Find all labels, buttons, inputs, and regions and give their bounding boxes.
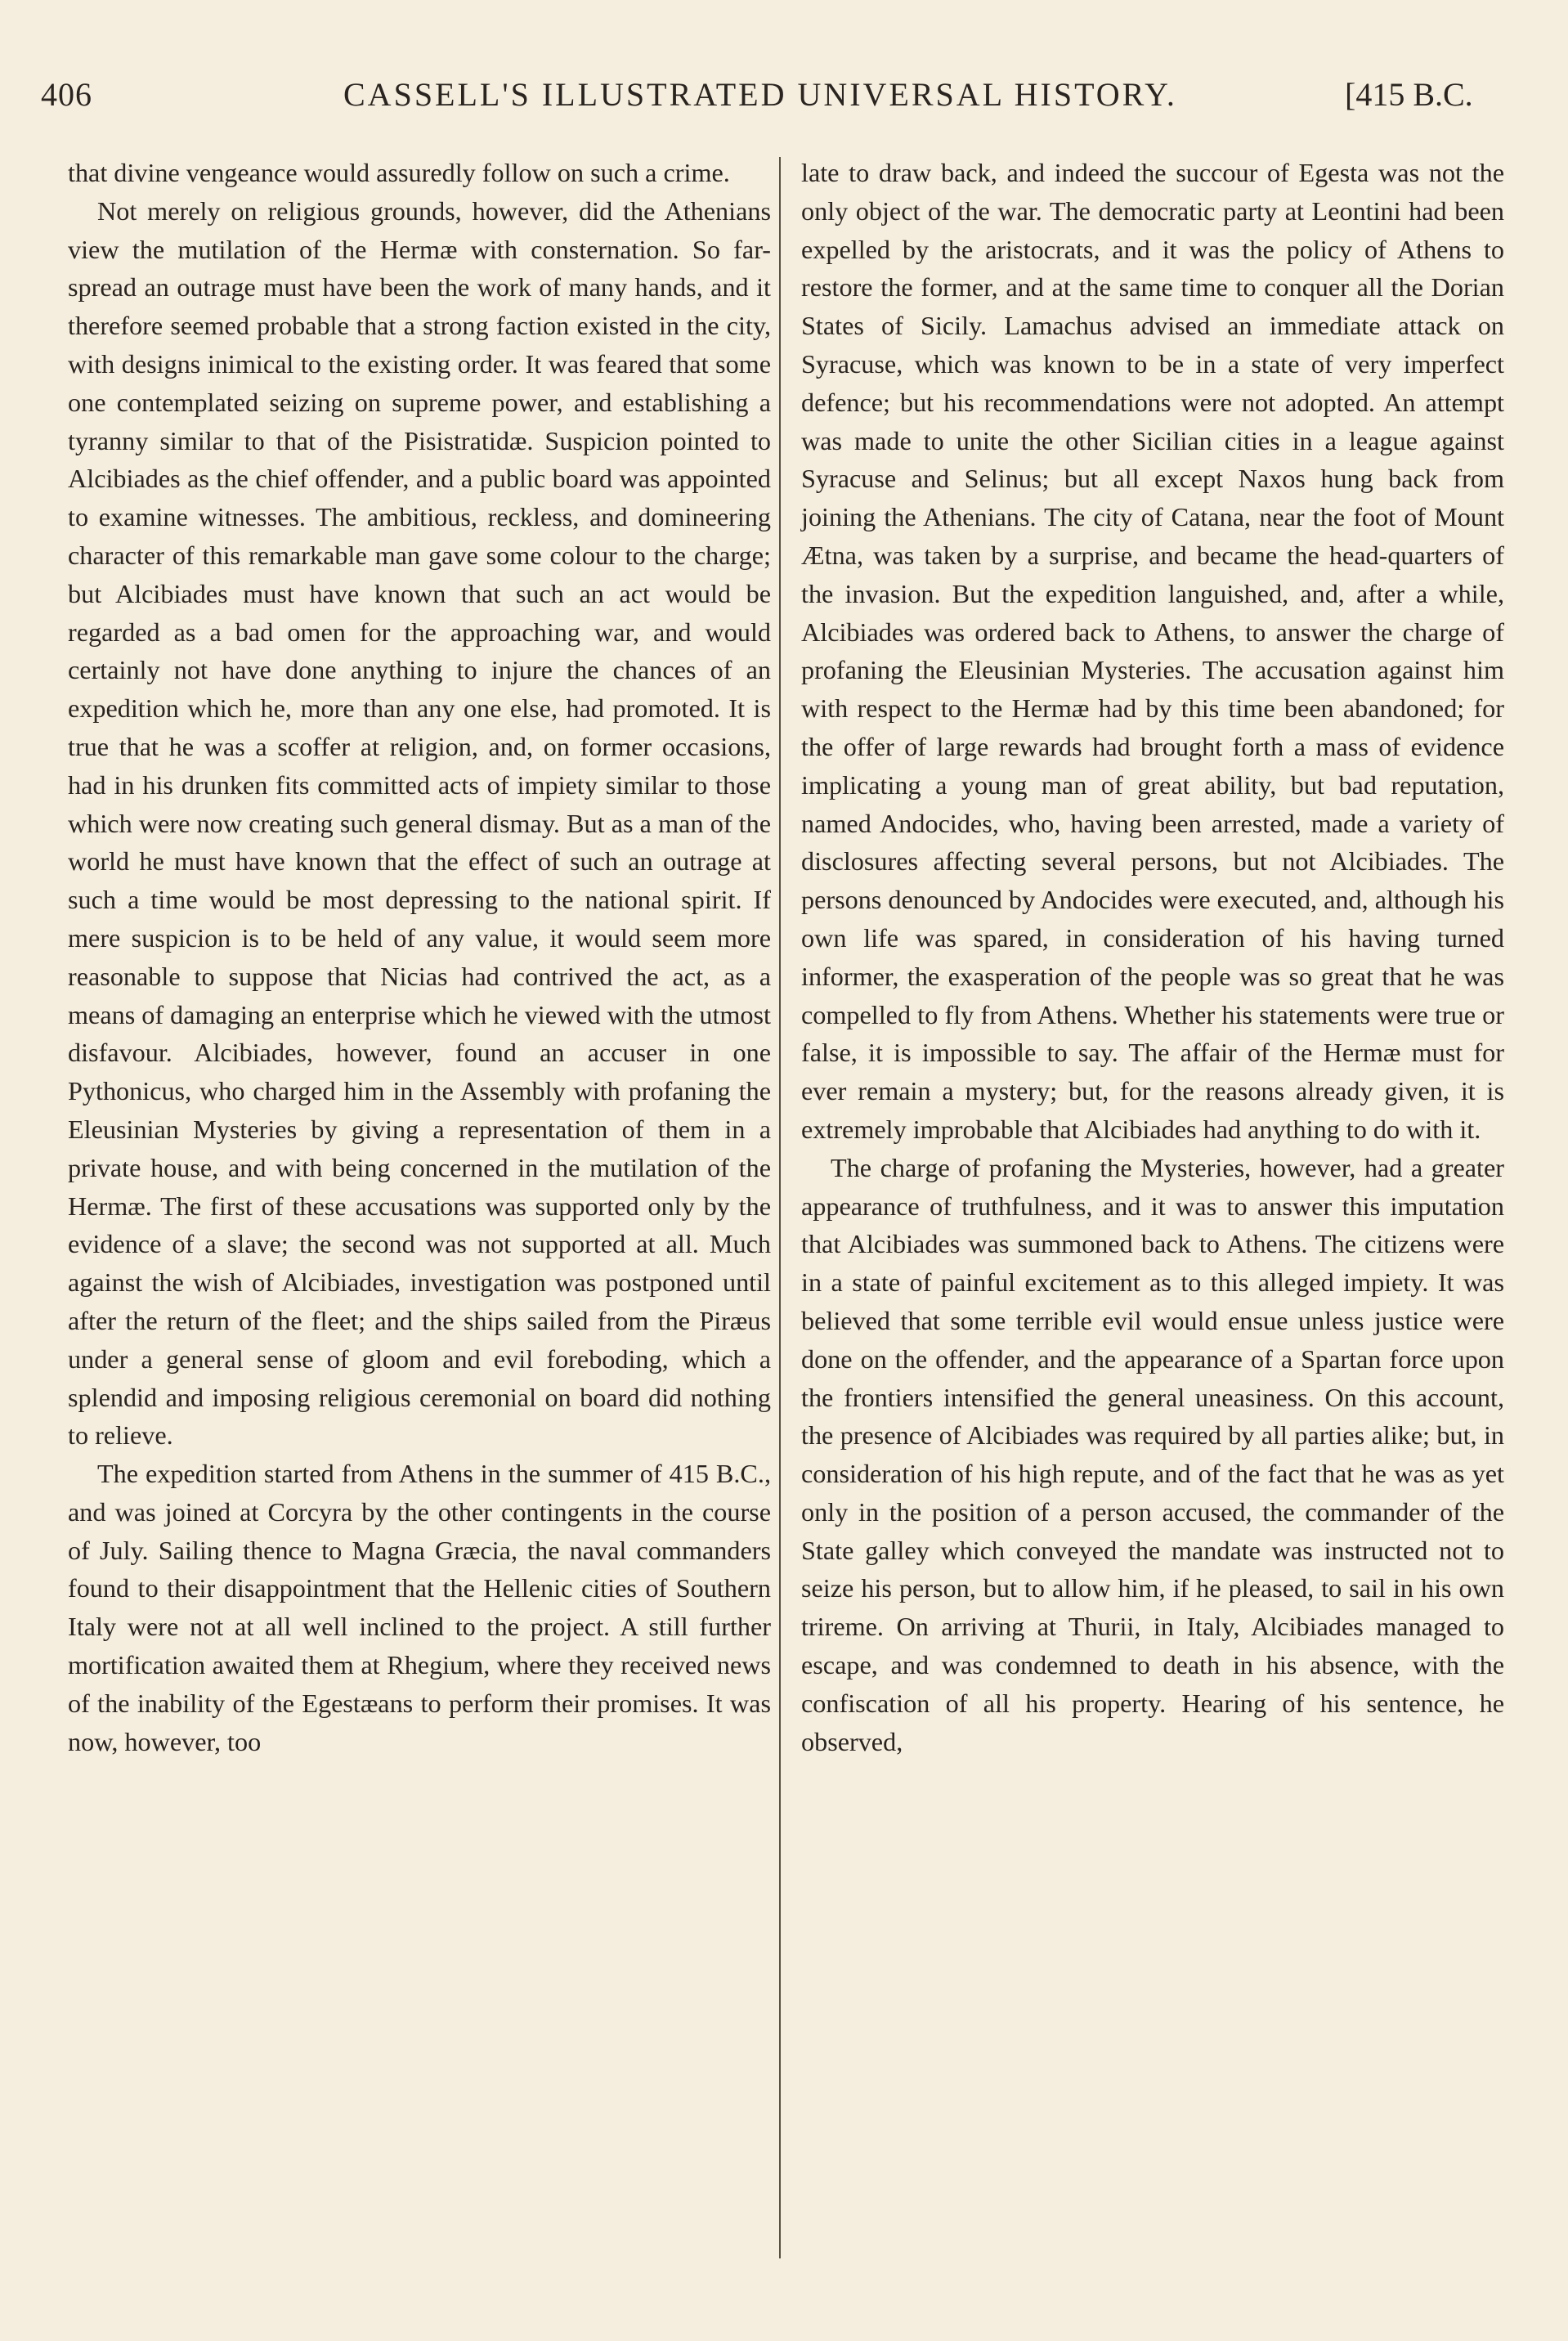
running-title: CASSELL'S ILLUSTRATED UNIVERSAL HISTORY. [343, 76, 1177, 113]
paragraph: late to draw back, and indeed the succour of Egesta was not the only object of the war. The democratic party at Leontini had been expelled by the aristocrats, and it was the policy of Athens to restore the former, and at the same time to conquer all the Dorian States of Sicily. Lamachus advised an immediate attack on Syracuse, which was known to be in a state of very imperfect defence; but his recommendations were not adopted. An attempt was made to unite the other Sicilian cities in a league against Syracuse and Selinus; but all except Naxos hung back from joining the Athenians. The city of Catana, near the foot of Mount Ætna, was taken by a surprise, and became the head-quarters of the invasion. But the expedition languished, and, after a while, Alcibiades was ordered back to Athens, to answer the charge of profaning the Eleusinian Mysteries. The accusation against him with respect to the Hermæ had by this time been abandoned; for the offer of large rewards had brought forth a mass of evidence implicating a young man of great ability, but bad reputation, named Andocides, who, having been arrested, made a variety of disclosures affecting several persons, but not Alcibiades. The persons denounced by Andocides were executed, and, although his own life was spared, in consideration of his having turned informer, the exasperation of the people was so great that he was compelled to fly from Athens. Whether his statements were true or false, it is impossible to say. The affair of the Hermæ must for ever remain a mystery; but, for the reasons already given, it is extremely improbable that Alcibiades had anything to do with it. [801, 158, 1504, 1144]
paragraph: that divine vengeance would assuredly follow on such a crime. [68, 158, 730, 187]
paragraph: Not merely on religious grounds, however, did the Athenians view the mutilation of the Hermæ with consternation. So far-spread an outrage must have been the work of many hands, and it therefore seemed probable that a strong faction existed in the city, with designs inimical to the existing order. It was feared that some one contemplated seizing on supreme power, and establishing a tyranny similar to that of the Pisistratidæ. Suspicion pointed to Alcibiades as the chief offender, and a public board was appointed to examine witnesses. The ambitious, reckless, and domineering character of this remarkable man gave some colour to the charge; but Alcibiades must have known that such an act would be regarded as a bad omen for the approaching war, and would certainly not have done anything to injure the chances of an expedition which he, more than any one else, had promoted. It is true that he was a scoffer at religion, and, on former occasions, had in his drunken fits committed acts of impiety similar to those which were now creating such general dismay. But as a man of the world he must have known that the effect of such an outrage at such a time would be most depressing to the national spirit. If mere suspicion is to be held of any value, it would seem more reasonable to suppose that Nicias had contrived the act, as a means of damaging an enterprise which he viewed with the utmost disfavour. Alcibiades, however, found an accuser in one Pythonicus, who charged him in the Assembly with profaning the Eleusinian Mysteries by giving a representation of them in a private house, and with being concerned in the mutilation of the Hermæ. The first of these accusations was supported only by the evidence of a slave; the second was not supported at all. Much against the wish of Alcibiades, investigation was postponed until after the return of the fleet; and the ships sailed from the Piræus under a general sense of gloom and evil foreboding, which a splendid and imposing religious ceremonial on board did nothing to relieve. [68, 195, 771, 1451]
paragraph: The charge of profaning the Mysteries, however, had a greater appearance of truthfulness, and it was to answer this imputation that Alcibiades was summoned back to Athens. The citizens were in a state of painful excitement as to this alleged impiety. It was believed that some terrible evil would ensue unless justice were done on the offender, and the appearance of a Spartan force upon the frontiers intensified the general uneasiness. On this account, the presence of Alcibiades was required by all parties alike; but, in consideration of his high repute, and of the fact that he was as yet only in the position of a person accused, the commander of the State galley which conveyed the mandate was instructed not to seize his person, but to allow him, if he pleased, to sail in his own trireme. On arriving at Thurii, in Italy, Alcibiades managed to escape, and was condemned to death in his absence, with the confiscation of all his property. Hearing of his sentence, he observed, [801, 1152, 1504, 1756]
right-column [801, 154, 1504, 1760]
column-divider [779, 157, 781, 2258]
paragraph: The expedition started from Athens in the summer of 415 B.C., and was joined at Corcyra by the other contingents in the course of July. Sailing thence to Magna Græcia, the naval commanders found to their disappointment that the Hellenic cities of Southern Italy were not at all well inclined to the project. A still further mortification awaited them at Rhegium, where they received news of the inability of the Egestæans to perform their promises. It was now, however, too [68, 1459, 771, 1756]
date-marker: [415 B.C. [1345, 76, 1473, 113]
page-number: 406 [41, 76, 92, 113]
left-column [68, 154, 771, 1760]
page-header [41, 75, 1488, 124]
